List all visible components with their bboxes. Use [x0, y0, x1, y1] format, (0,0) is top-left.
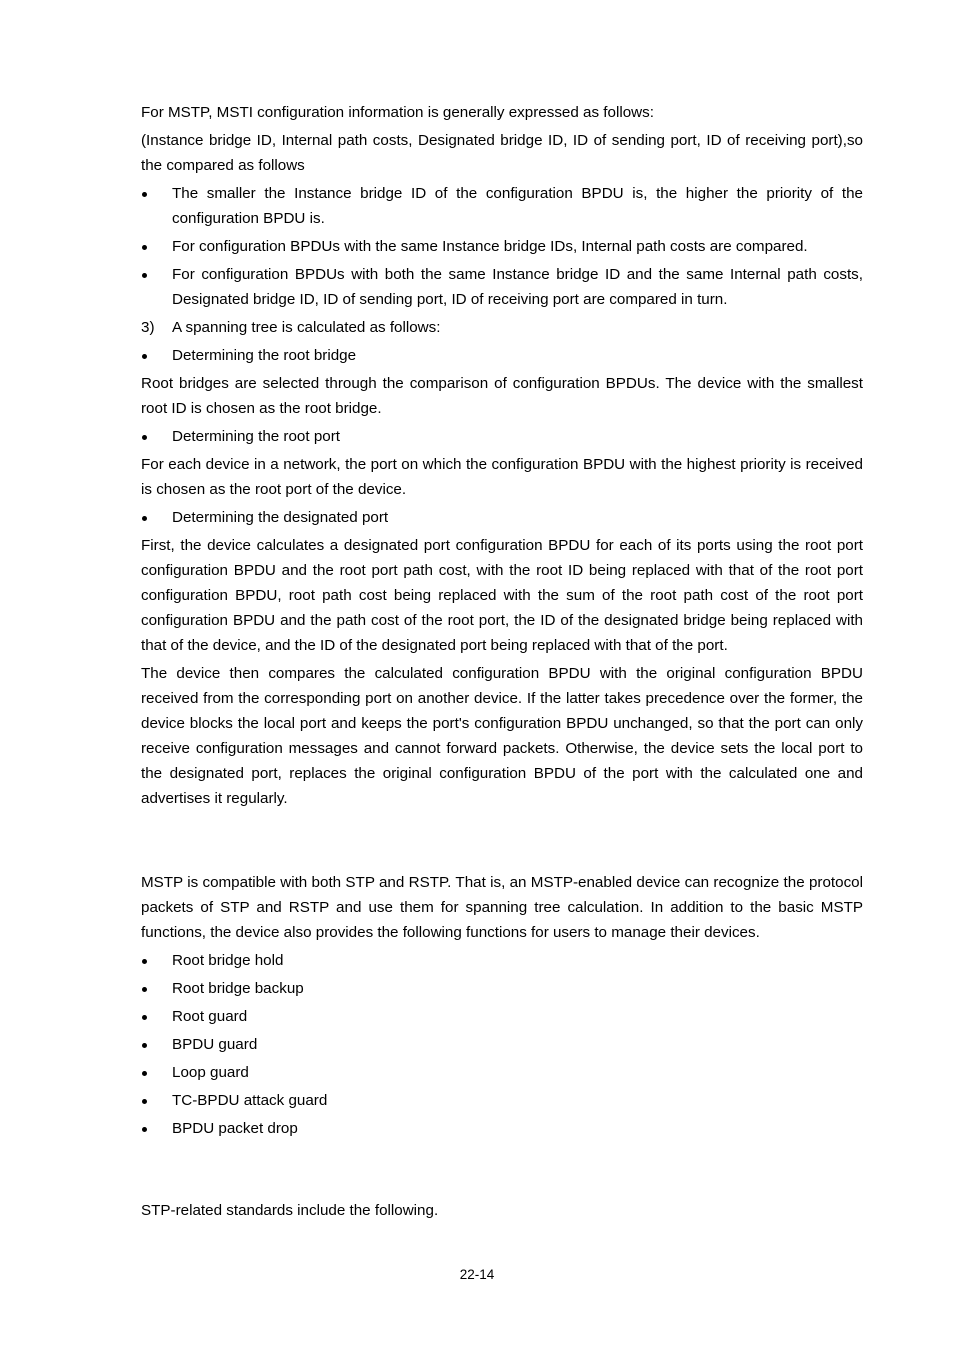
bullet-icon	[142, 245, 147, 250]
bullet-icon	[142, 1099, 147, 1104]
bullet-icon	[142, 959, 147, 964]
list-item: Determining the designated port	[141, 505, 863, 530]
bullet-icon	[142, 435, 147, 440]
stp-standards-paragraph: STP-related standards include the following.	[141, 1202, 439, 1219]
bullet-icon	[142, 354, 147, 359]
bullet-icon	[142, 273, 147, 278]
mstp-features-list	[141, 948, 863, 1141]
section-gap	[141, 1144, 863, 1198]
root-bridge-heading	[141, 343, 863, 368]
comparison-rules-list	[141, 181, 863, 312]
designated-port-heading	[141, 505, 863, 530]
numbered-step	[141, 315, 863, 340]
list-item: Root guard	[141, 1004, 863, 1029]
list-item: The smaller the Instance bridge ID of the configuration BPDU is, the higher the priority of the configuration BPDU is.	[141, 181, 863, 231]
bullet-icon	[142, 987, 147, 992]
mstp-compatibility-paragraph: MSTP is compatible with both STP and RSTP. That is, an MSTP-enabled device can recognize the protocol packets of STP and RSTP and use them for spanning tree calculation. In addition to the basic MSTP functions, the device also provides the following functions for users to manage their devices.	[141, 874, 863, 941]
designated-port-paragraph-2: The device then compares the calculated configuration BPDU with the original configuration BPDU received from the corresponding port on another device. If the latter takes precedence over the former, the device blocks the local port and keeps the port's configuration BPDU unchanged, so that the port can only receive configuration messages and cannot forward packets. Otherwise, the device sets the local port to the designated port, replaces the original configuration BPDU of the port with the calculated one and advertises it regularly.	[141, 665, 863, 807]
list-item: Loop guard	[141, 1060, 863, 1085]
bullet-icon	[142, 1015, 147, 1020]
root-port-heading	[141, 424, 863, 449]
msti-tuple-paragraph: (Instance bridge ID, Internal path costs, Designated bridge ID, ID of sending port, ID of receiving port),so the compared as follows	[141, 132, 863, 174]
bullet-icon	[142, 192, 147, 197]
root-bridge-paragraph: Root bridges are selected through the comparison of configuration BPDUs. The device with the smallest root ID is chosen as the root bridge.	[141, 375, 863, 417]
bullet-icon	[142, 1043, 147, 1048]
list-item: BPDU packet drop	[141, 1116, 863, 1141]
list-item: TC-BPDU attack guard	[141, 1088, 863, 1113]
step-number: 3)	[141, 319, 155, 336]
page-number: 22-14	[459, 1267, 495, 1282]
list-item: For configuration BPDUs with both the same Instance bridge ID and the same Internal path costs, Designated bridge ID, ID of sending port, ID of receiving port are compared in turn.	[141, 262, 863, 312]
list-item: Root bridge hold	[141, 948, 863, 973]
designated-port-paragraph-1: First, the device calculates a designated port configuration BPDU for each of its ports using the root port configuration BPDU and the root port path cost, with the root ID being replaced with that of the root port configuration BPDU, root path cost being replaced with the sum of the root path cost of the root port configuration BPDU and the path cost of the root port, the ID of the designated bridge being replaced with that of the device, and the ID of the designated port being replaced with that of the port.	[141, 537, 863, 654]
section-gap	[141, 814, 863, 870]
bullet-icon	[142, 516, 147, 521]
list-item: Determining the root bridge	[141, 343, 863, 368]
page-content	[141, 100, 863, 1226]
list-item: Determining the root port	[141, 424, 863, 449]
step-text: A spanning tree is calculated as follows:	[172, 319, 441, 336]
root-port-paragraph: For each device in a network, the port on which the configuration BPDU with the highest priority is received is chosen as the root port of the device.	[141, 456, 863, 498]
bullet-icon	[142, 1127, 147, 1132]
list-item: BPDU guard	[141, 1032, 863, 1057]
list-item: Root bridge backup	[141, 976, 863, 1001]
bullet-icon	[142, 1071, 147, 1076]
list-item: For configuration BPDUs with the same Instance bridge IDs, Internal path costs are compared.	[141, 234, 863, 259]
msti-intro-paragraph: For MSTP, MSTI configuration information is generally expressed as follows:	[141, 104, 654, 121]
